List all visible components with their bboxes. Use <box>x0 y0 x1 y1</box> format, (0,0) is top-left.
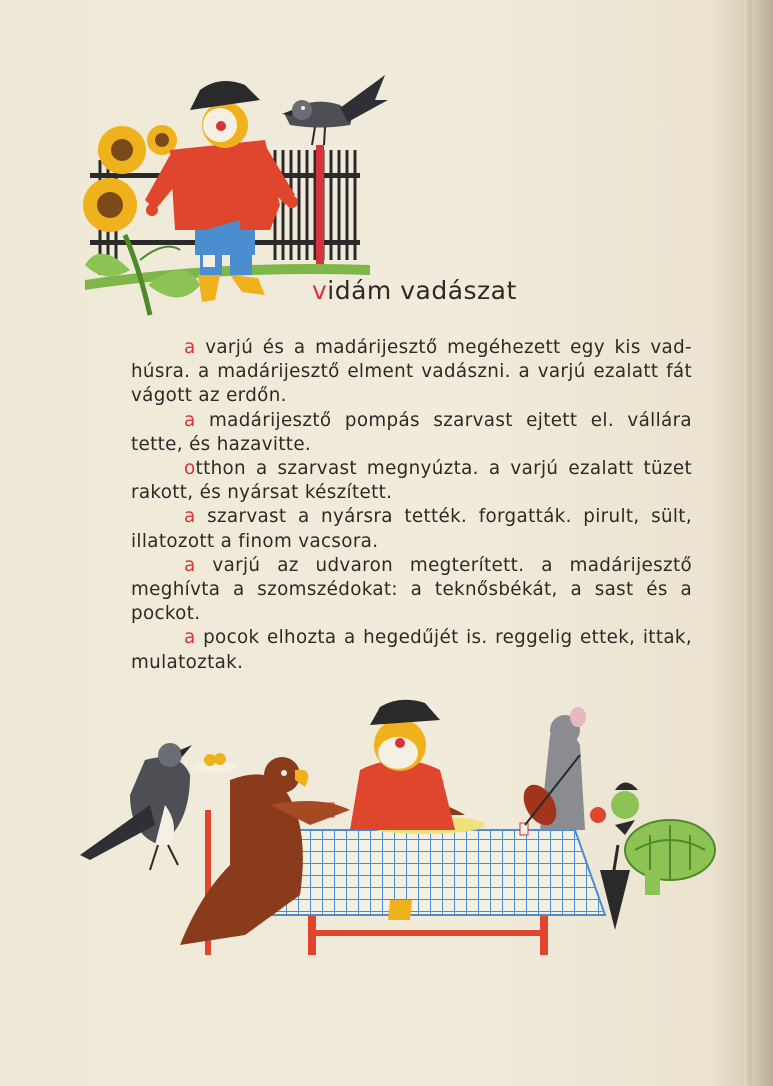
paragraph: a pocok elhozta a hegedűjét is. reggelig ettek, ittak, mulatoztak. <box>131 627 692 673</box>
page-gutter-shadow <box>744 0 746 1086</box>
story-text <box>131 336 692 675</box>
paragraph: a varjú és a madárijesztő megéhezett egy kis vad- húsra. a madárijesztő elment vadászni. a varjú ezalatt fát vágott az erdőn. <box>131 337 692 407</box>
paragraph: a varjú az udvaron megterített. a madárijesztő meghívta a szomszédokat: a teknősbékát, a sast és a pockot. <box>131 554 692 625</box>
paragraph: otthon a szarvast megnyúzta. a varjú ezalatt tüzet rakott, és nyársat készített. <box>131 458 692 504</box>
page-title: vidám vadászat <box>312 276 517 305</box>
page-gutter <box>748 0 752 1086</box>
paragraph: a madárijesztő pompás szarvast ejtett el. vállára tette, és hazavitte. <box>131 409 692 455</box>
feast-table-animals-icon <box>70 695 730 965</box>
paragraph: a szarvast a nyársra tették. forgatták. pirult, sült, illatozott a finom vacsora. <box>131 506 692 552</box>
